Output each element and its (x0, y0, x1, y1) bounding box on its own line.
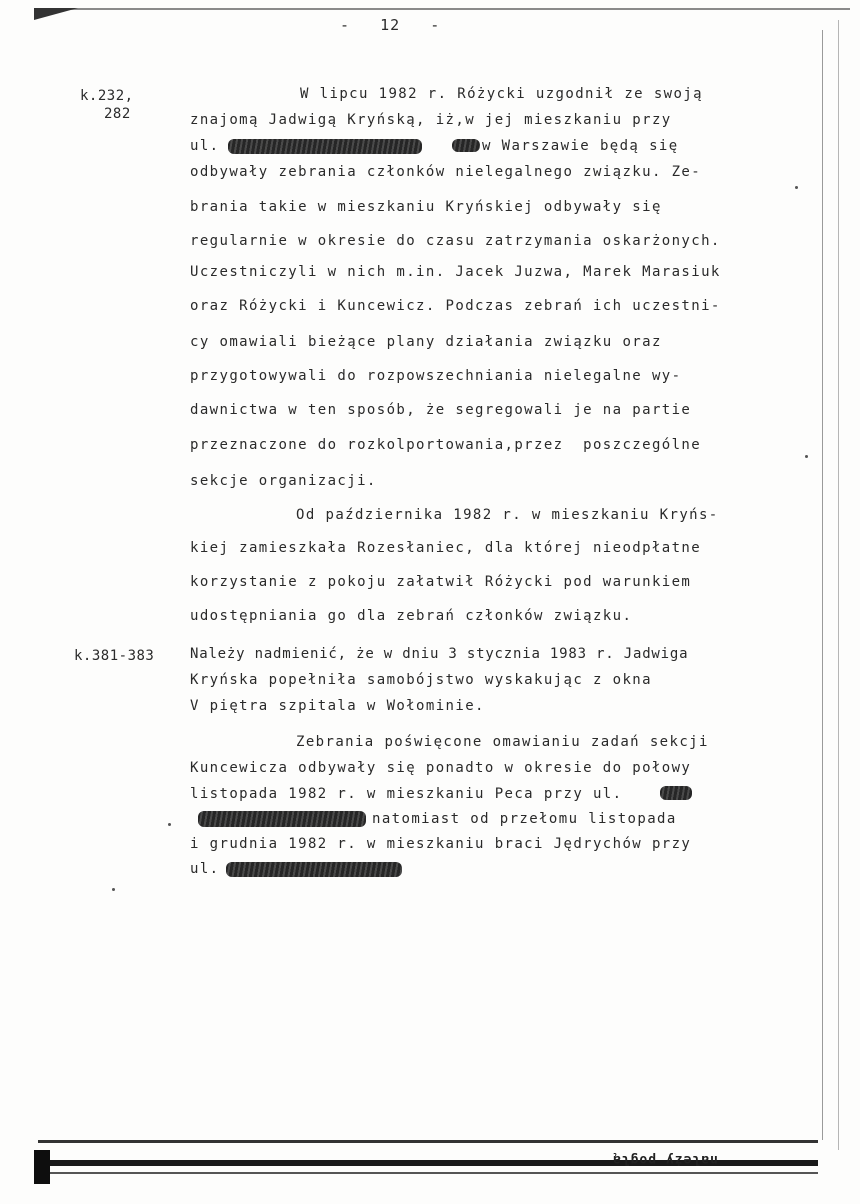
p2-line: Od października 1982 r. w mieszkaniu Kryńs- (296, 507, 719, 523)
p3-line: Kryńska popełniła samobójstwo wyskakując z okna (190, 672, 652, 688)
p2-line: kiej zamieszkała Rozesłaniec, dla której nieodpłatne (190, 540, 702, 556)
redaction-mark (452, 139, 480, 152)
p1-line: w Warszawie będą się (482, 138, 679, 154)
top-rule (40, 8, 850, 10)
bottom-rule (38, 1140, 818, 1143)
redaction-mark (226, 862, 402, 877)
p1-line: W lipcu 1982 r. Różycki uzgodnił ze swoją (300, 86, 703, 102)
right-margin-line (822, 30, 823, 1140)
p1-line: oraz Różycki i Kuncewicz. Podczas zebrań ich uczestni- (190, 298, 721, 314)
redaction-mark (660, 786, 692, 800)
p1-line: znajomą Jadwigą Kryńską, iż,w jej mieszkaniu przy (190, 112, 672, 128)
p2-line: korzystanie z pokoju załatwił Różycki pod warunkiem (190, 574, 692, 590)
p4-line: Zebrania poświęcone omawianiu zadań sekcji (296, 734, 709, 750)
right-margin-line-2 (838, 20, 839, 1150)
p4-line: Kuncewicza odbywały się ponadto w okresie do połowy (190, 760, 692, 776)
bottom-corner-block (34, 1150, 50, 1184)
p1-line: przygotowywali do rozpowszechniania nielegalne wy- (190, 368, 682, 384)
redaction-mark (228, 139, 422, 154)
p1-line: regularnie w okresie do czasu zatrzymania oskarżonych. (190, 233, 721, 249)
p2-line: udostępniania go dla zebrań członków związku. (190, 608, 633, 624)
speck (795, 186, 798, 189)
p4-line: i grudnia 1982 r. w mieszkaniu braci Jędrychów przy (190, 836, 692, 852)
speck (168, 823, 171, 826)
p3-line: V piętra szpitala w Wołominie. (190, 698, 485, 714)
corner-mark (34, 8, 78, 20)
p1-line: odbywały zebrania członków nielegalnego związku. Ze- (190, 164, 702, 180)
p1-line: przeznaczone do rozkolportowania,przez poszczególne (190, 437, 702, 453)
p1-line: brania takie w mieszkaniu Kryńskiej odbywały się (190, 199, 662, 215)
p1-line: Uczestniczyli w nich m.in. Jacek Juzwa, Marek Marasiuk (190, 264, 721, 280)
p1-line: ul. (190, 138, 220, 154)
speck (805, 455, 808, 458)
speck (112, 888, 115, 891)
redaction-mark (198, 811, 366, 827)
p3-line: Należy nadmienić, że w dniu 3 stycznia 1983 r. Jadwiga (190, 646, 689, 662)
bottom-rule (38, 1172, 818, 1174)
margin-ref-k232: k.232, (80, 88, 134, 104)
p1-line: sekcje organizacji. (190, 473, 377, 489)
page-number: - 12 - (340, 16, 441, 34)
margin-ref-282: 282 (104, 106, 131, 122)
p1-line: dawnictwa w ten sposób, że segregowali je na partie (190, 402, 692, 418)
margin-ref-k381: k.381-383 (74, 648, 155, 664)
footer-mirrored-text: należy poglą (612, 1152, 718, 1167)
p4-line: listopada 1982 r. w mieszkaniu Peca przy ul. (190, 786, 623, 802)
p4-line: natomiast od przełomu listopada (372, 811, 677, 827)
p1-line: cy omawiali bieżące plany działania związku oraz (190, 334, 662, 350)
p4-line: ul. (190, 861, 220, 877)
